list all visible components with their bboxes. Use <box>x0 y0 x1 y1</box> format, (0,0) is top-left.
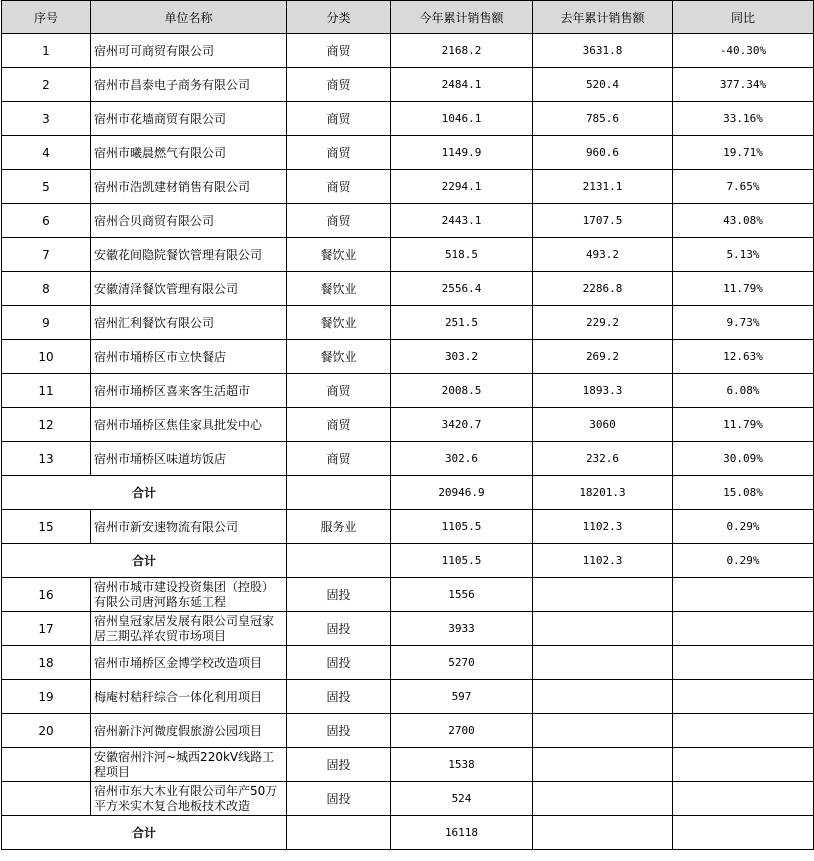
category-cell: 商贸 <box>287 68 391 102</box>
previous-sales-cell <box>533 816 673 850</box>
previous-sales-cell: 2131.1 <box>533 170 673 204</box>
current-sales-cell: 2294.1 <box>391 170 533 204</box>
table-row <box>2 782 814 816</box>
current-sales-cell: 518.5 <box>391 238 533 272</box>
table-row <box>2 204 814 238</box>
current-sales-cell: 2168.2 <box>391 34 533 68</box>
index-cell: 4 <box>2 136 91 170</box>
table-header <box>2 1 814 34</box>
total-row <box>2 816 814 850</box>
header-yoy: 同比 <box>673 1 814 34</box>
total-label: 合计 <box>2 476 287 510</box>
index-cell: 7 <box>2 238 91 272</box>
table-row <box>2 272 814 306</box>
category-cell: 固投 <box>287 782 391 816</box>
category-cell <box>287 544 391 578</box>
category-cell: 固投 <box>287 612 391 646</box>
current-sales-cell: 1105.5 <box>391 510 533 544</box>
category-cell: 固投 <box>287 748 391 782</box>
unit-name-cell: 宿州市埇桥区金博学校改造项目 <box>91 646 287 680</box>
previous-sales-cell: 232.6 <box>533 442 673 476</box>
header-unit-name: 单位名称 <box>91 1 287 34</box>
header-previous-sales: 去年累计销售额 <box>533 1 673 34</box>
index-cell: 2 <box>2 68 91 102</box>
category-cell: 餐饮业 <box>287 340 391 374</box>
index-cell: 8 <box>2 272 91 306</box>
table-row <box>2 238 814 272</box>
current-sales-cell: 2484.1 <box>391 68 533 102</box>
table-row <box>2 612 814 646</box>
previous-sales-cell <box>533 714 673 748</box>
previous-sales-cell: 2286.8 <box>533 272 673 306</box>
unit-name-cell: 安徽花间隐院餐饮管理有限公司 <box>91 238 287 272</box>
category-cell <box>287 476 391 510</box>
unit-name-cell: 宿州市城市建设投资集团（控股）有限公司唐河路东延工程 <box>91 578 287 612</box>
previous-sales-cell <box>533 782 673 816</box>
table-row <box>2 374 814 408</box>
category-cell <box>287 816 391 850</box>
previous-sales-cell <box>533 748 673 782</box>
unit-name-cell: 宿州可可商贸有限公司 <box>91 34 287 68</box>
table-row <box>2 578 814 612</box>
yoy-cell: 0.29% <box>673 544 814 578</box>
previous-sales-cell: 493.2 <box>533 238 673 272</box>
index-cell <box>2 782 91 816</box>
header-category: 分类 <box>287 1 391 34</box>
yoy-cell <box>673 612 814 646</box>
table-row <box>2 646 814 680</box>
category-cell: 餐饮业 <box>287 238 391 272</box>
yoy-cell: 5.13% <box>673 238 814 272</box>
index-cell: 10 <box>2 340 91 374</box>
previous-sales-cell <box>533 578 673 612</box>
unit-name-cell: 宿州市埇桥区味道坊饭店 <box>91 442 287 476</box>
total-label: 合计 <box>2 544 287 578</box>
yoy-cell: 7.65% <box>673 170 814 204</box>
current-sales-cell: 303.2 <box>391 340 533 374</box>
index-cell: 15 <box>2 510 91 544</box>
unit-name-cell: 安徽宿州汴河~城西220kV线路工程项目 <box>91 748 287 782</box>
current-sales-cell: 251.5 <box>391 306 533 340</box>
index-cell: 17 <box>2 612 91 646</box>
current-sales-cell: 597 <box>391 680 533 714</box>
yoy-cell: 33.16% <box>673 102 814 136</box>
previous-sales-cell: 269.2 <box>533 340 673 374</box>
unit-name-cell: 梅庵村秸秆综合一体化利用项目 <box>91 680 287 714</box>
yoy-cell <box>673 578 814 612</box>
table-row <box>2 68 814 102</box>
previous-sales-cell: 785.6 <box>533 102 673 136</box>
table-row <box>2 510 814 544</box>
previous-sales-cell <box>533 612 673 646</box>
category-cell: 商贸 <box>287 136 391 170</box>
index-cell: 1 <box>2 34 91 68</box>
unit-name-cell: 宿州市埇桥区喜来客生活超市 <box>91 374 287 408</box>
category-cell: 商贸 <box>287 374 391 408</box>
table-row <box>2 680 814 714</box>
index-cell: 6 <box>2 204 91 238</box>
current-sales-cell: 1556 <box>391 578 533 612</box>
previous-sales-cell <box>533 680 673 714</box>
table-row <box>2 442 814 476</box>
yoy-cell: 11.79% <box>673 272 814 306</box>
previous-sales-cell: 18201.3 <box>533 476 673 510</box>
previous-sales-cell: 1102.3 <box>533 544 673 578</box>
category-cell: 固投 <box>287 714 391 748</box>
yoy-cell: 15.08% <box>673 476 814 510</box>
current-sales-cell: 524 <box>391 782 533 816</box>
category-cell: 商贸 <box>287 442 391 476</box>
unit-name-cell: 宿州汇利餐饮有限公司 <box>91 306 287 340</box>
current-sales-cell: 1046.1 <box>391 102 533 136</box>
current-sales-cell: 1105.5 <box>391 544 533 578</box>
yoy-cell: 19.71% <box>673 136 814 170</box>
table-body <box>2 34 814 850</box>
yoy-cell <box>673 748 814 782</box>
yoy-cell: 9.73% <box>673 306 814 340</box>
current-sales-cell: 1149.9 <box>391 136 533 170</box>
unit-name-cell: 宿州市花墙商贸有限公司 <box>91 102 287 136</box>
yoy-cell: -40.30% <box>673 34 814 68</box>
table-row <box>2 102 814 136</box>
table-row <box>2 408 814 442</box>
category-cell: 餐饮业 <box>287 306 391 340</box>
previous-sales-cell: 229.2 <box>533 306 673 340</box>
previous-sales-cell: 520.4 <box>533 68 673 102</box>
total-row <box>2 544 814 578</box>
current-sales-cell: 3933 <box>391 612 533 646</box>
current-sales-cell: 5270 <box>391 646 533 680</box>
table-row <box>2 340 814 374</box>
table-row <box>2 34 814 68</box>
index-cell <box>2 748 91 782</box>
table-row <box>2 136 814 170</box>
index-cell: 13 <box>2 442 91 476</box>
category-cell: 餐饮业 <box>287 272 391 306</box>
category-cell: 商贸 <box>287 102 391 136</box>
current-sales-cell: 302.6 <box>391 442 533 476</box>
index-cell: 16 <box>2 578 91 612</box>
previous-sales-cell: 1707.5 <box>533 204 673 238</box>
previous-sales-cell: 1893.3 <box>533 374 673 408</box>
current-sales-cell: 2008.5 <box>391 374 533 408</box>
unit-name-cell: 安徽清泽餐饮管理有限公司 <box>91 272 287 306</box>
previous-sales-cell: 960.6 <box>533 136 673 170</box>
index-cell: 9 <box>2 306 91 340</box>
yoy-cell <box>673 816 814 850</box>
index-cell: 18 <box>2 646 91 680</box>
yoy-cell: 0.29% <box>673 510 814 544</box>
yoy-cell: 11.79% <box>673 408 814 442</box>
current-sales-cell: 2556.4 <box>391 272 533 306</box>
yoy-cell: 12.63% <box>673 340 814 374</box>
current-sales-cell: 20946.9 <box>391 476 533 510</box>
unit-name-cell: 宿州市昌泰电子商务有限公司 <box>91 68 287 102</box>
table-row <box>2 170 814 204</box>
yoy-cell <box>673 782 814 816</box>
index-cell: 19 <box>2 680 91 714</box>
total-row <box>2 476 814 510</box>
header-current-sales: 今年累计销售额 <box>391 1 533 34</box>
yoy-cell: 43.08% <box>673 204 814 238</box>
unit-name-cell: 宿州合贝商贸有限公司 <box>91 204 287 238</box>
unit-name-cell: 宿州市曦晨燃气有限公司 <box>91 136 287 170</box>
current-sales-cell: 1538 <box>391 748 533 782</box>
previous-sales-cell: 3060 <box>533 408 673 442</box>
unit-name-cell: 宿州市东大木业有限公司年产50万平方米实木复合地板技术改造 <box>91 782 287 816</box>
current-sales-cell: 2443.1 <box>391 204 533 238</box>
category-cell: 固投 <box>287 646 391 680</box>
yoy-cell <box>673 714 814 748</box>
previous-sales-cell <box>533 646 673 680</box>
category-cell: 商贸 <box>287 34 391 68</box>
unit-name-cell: 宿州新汴河微度假旅游公园项目 <box>91 714 287 748</box>
unit-name-cell: 宿州皇冠家居发展有限公司皇冠家居三期弘祥农贸市场项目 <box>91 612 287 646</box>
unit-name-cell: 宿州市埇桥区市立快餐店 <box>91 340 287 374</box>
index-cell: 5 <box>2 170 91 204</box>
total-label: 合计 <box>2 816 287 850</box>
index-cell: 12 <box>2 408 91 442</box>
current-sales-cell: 2700 <box>391 714 533 748</box>
category-cell: 商贸 <box>287 170 391 204</box>
previous-sales-cell: 1102.3 <box>533 510 673 544</box>
current-sales-cell: 16118 <box>391 816 533 850</box>
table-row <box>2 748 814 782</box>
table-row <box>2 714 814 748</box>
current-sales-cell: 3420.7 <box>391 408 533 442</box>
yoy-cell <box>673 646 814 680</box>
yoy-cell: 6.08% <box>673 374 814 408</box>
index-cell: 11 <box>2 374 91 408</box>
category-cell: 商贸 <box>287 204 391 238</box>
category-cell: 固投 <box>287 578 391 612</box>
unit-name-cell: 宿州市新安速物流有限公司 <box>91 510 287 544</box>
yoy-cell <box>673 680 814 714</box>
sales-table <box>1 0 814 850</box>
category-cell: 商贸 <box>287 408 391 442</box>
yoy-cell: 30.09% <box>673 442 814 476</box>
unit-name-cell: 宿州市浩凯建材销售有限公司 <box>91 170 287 204</box>
unit-name-cell: 宿州市埇桥区焦佳家具批发中心 <box>91 408 287 442</box>
table-row <box>2 306 814 340</box>
previous-sales-cell: 3631.8 <box>533 34 673 68</box>
header-index: 序号 <box>2 1 91 34</box>
category-cell: 固投 <box>287 680 391 714</box>
index-cell: 3 <box>2 102 91 136</box>
yoy-cell: 377.34% <box>673 68 814 102</box>
index-cell: 20 <box>2 714 91 748</box>
category-cell: 服务业 <box>287 510 391 544</box>
